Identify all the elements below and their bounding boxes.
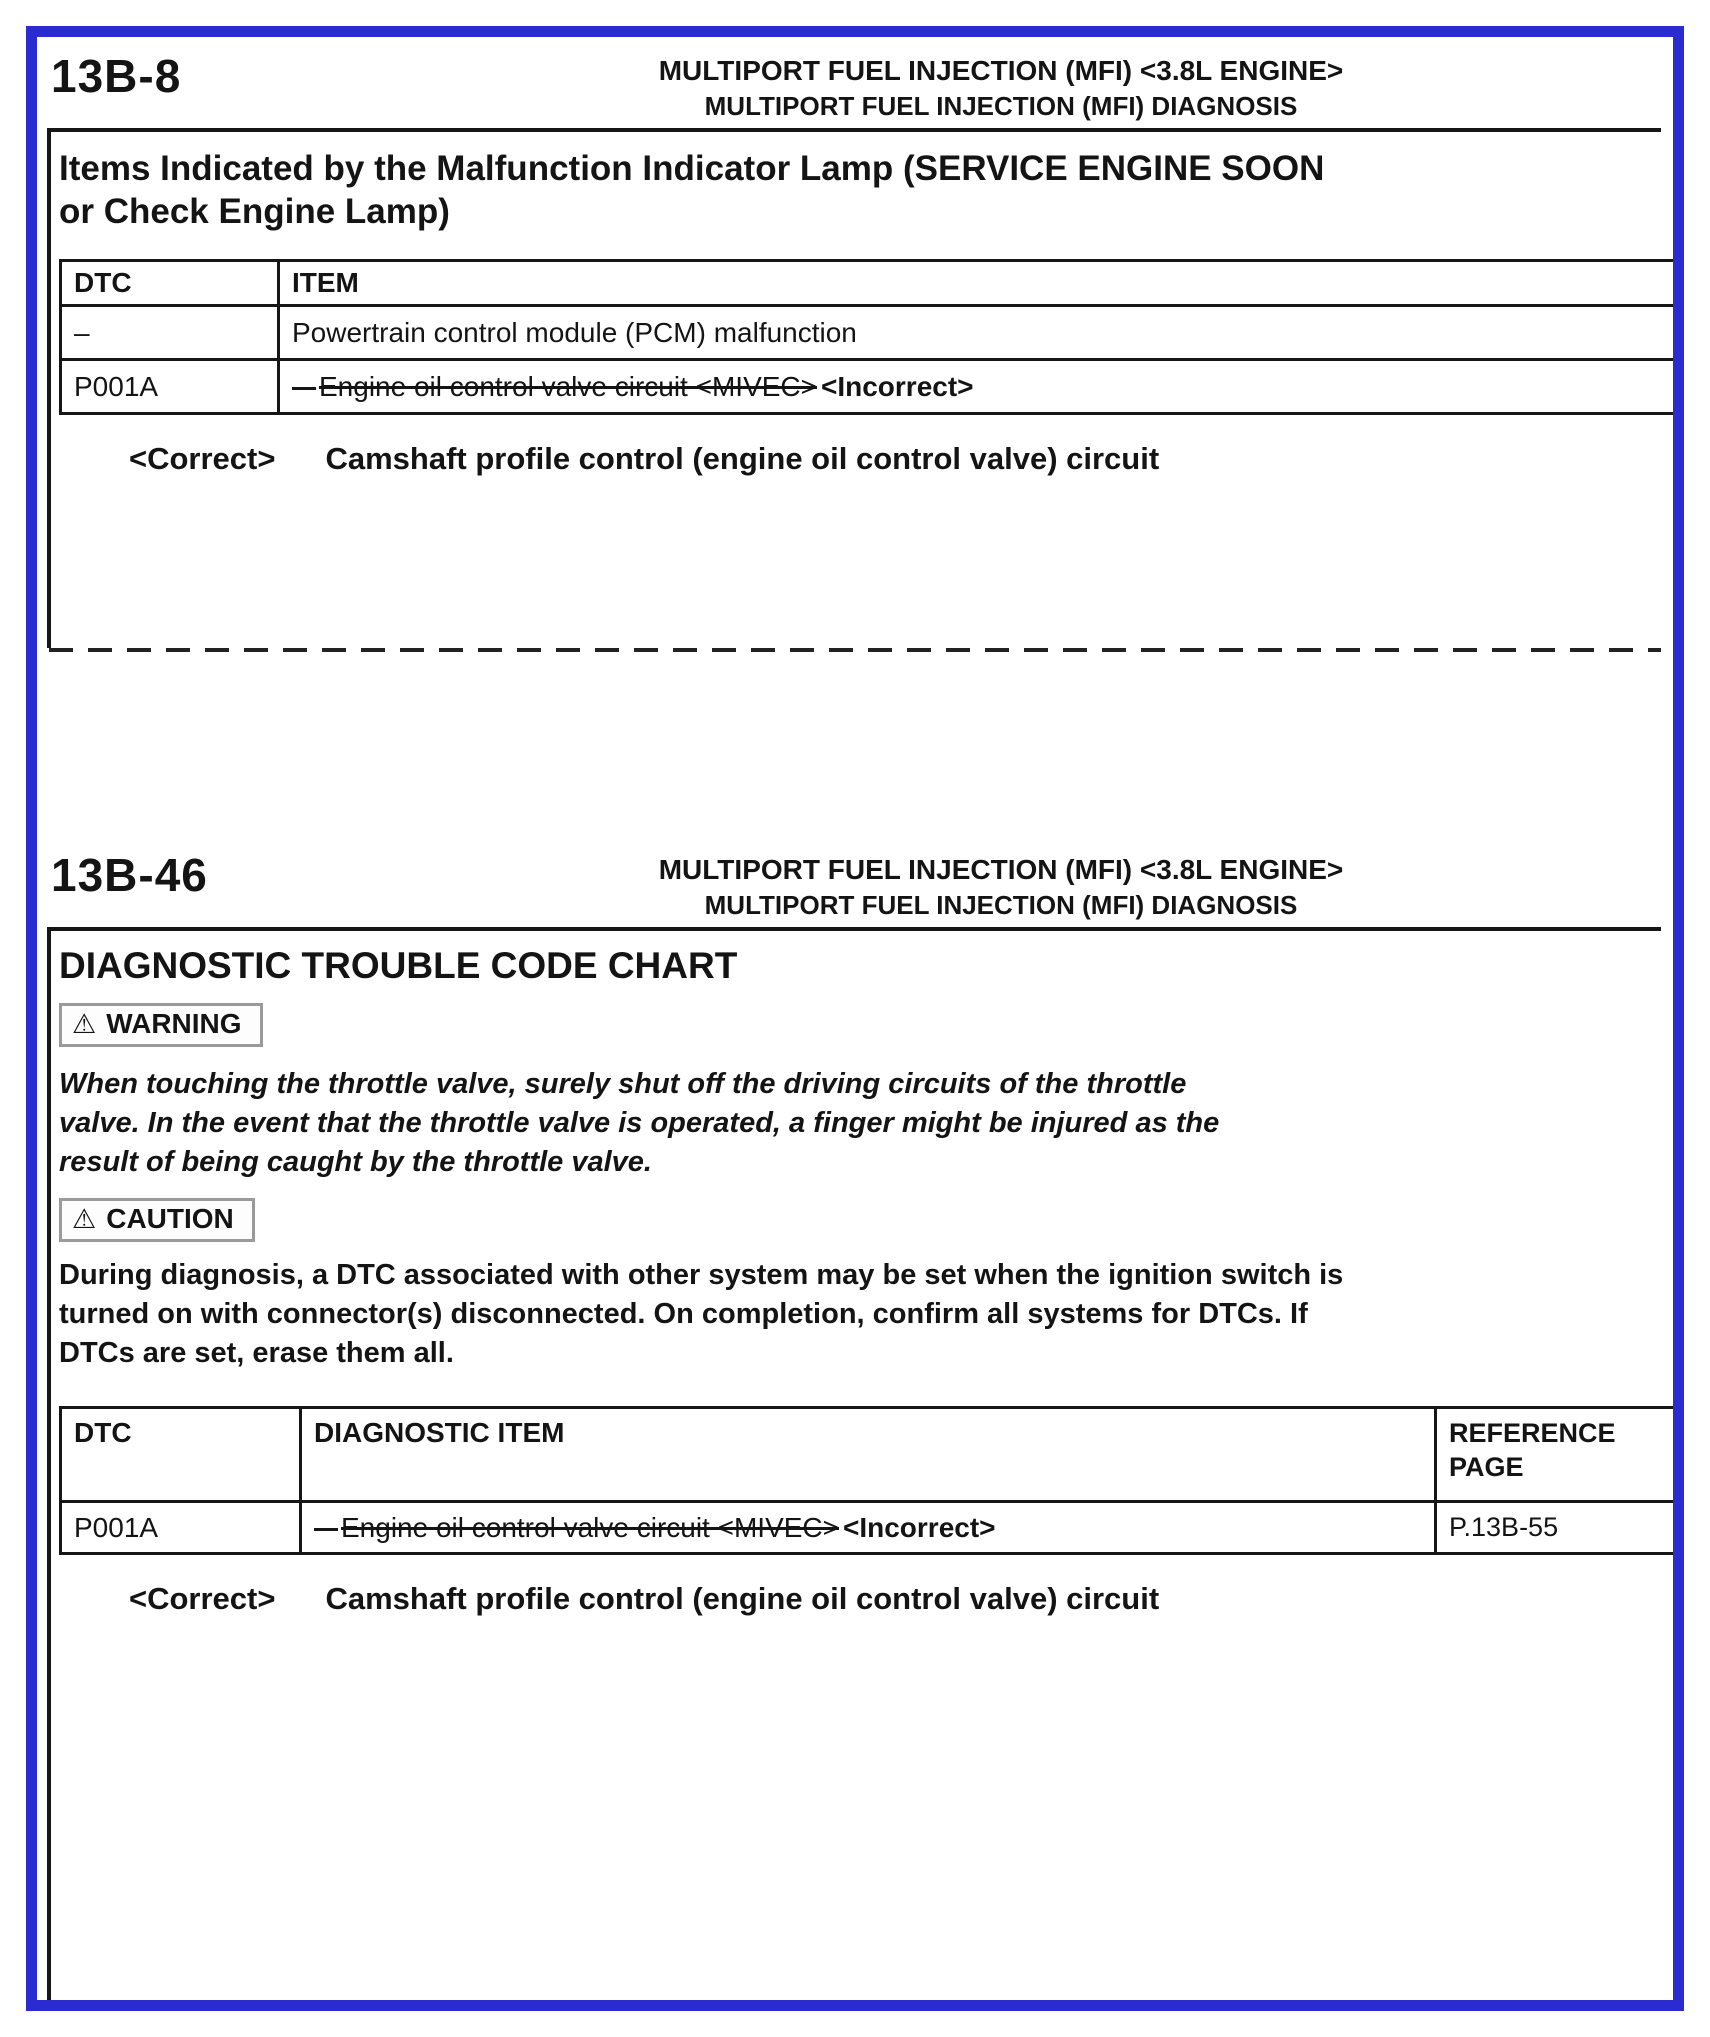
cell-dtc: P001A [61, 360, 279, 414]
column-header-dtc: DTC [61, 1408, 301, 1502]
table-header-row [61, 261, 1676, 306]
warning-icon: ⚠ [72, 1204, 97, 1235]
chapter-header [341, 49, 1661, 122]
cell-item: Powertrain control module (PCM) malfunction [279, 306, 1676, 360]
chapter-header [341, 848, 1661, 921]
page-number: 13B-46 [51, 849, 208, 901]
section2-content [47, 931, 1661, 2000]
correct-label: <Correct> [129, 441, 276, 477]
table-header-row [61, 1408, 1676, 1502]
cell-dtc: – [61, 306, 279, 360]
correction-line [129, 1581, 1661, 1617]
struck-item-text: Engine oil control valve circuit <MIVEC> [292, 371, 817, 402]
section1-header [47, 41, 1661, 128]
table-row [61, 306, 1676, 360]
cell-dtc: P001A [61, 1502, 301, 1554]
caution-label: CAUTION [106, 1203, 234, 1235]
cell-item [279, 360, 1676, 414]
chapter-title: MULTIPORT FUEL INJECTION (MFI) <3.8L ENGINE> [658, 55, 1344, 86]
column-header-diagnostic-item: DIAGNOSTIC ITEM [301, 1408, 1436, 1502]
mil-items-table [59, 259, 1677, 415]
chapter-title: MULTIPORT FUEL INJECTION (MFI) <3.8L ENGINE> [658, 854, 1344, 885]
table-row [61, 1502, 1676, 1554]
correction-line [129, 441, 1661, 477]
manual-page-frame [26, 26, 1684, 2011]
column-header-item: ITEM [279, 261, 1676, 306]
dtc-chart-table [59, 1406, 1677, 1555]
chapter-subtitle: MULTIPORT FUEL INJECTION (MFI) DIAGNOSIS [704, 890, 1298, 920]
warning-paragraph: When touching the throttle valve, surely shut off the driving circuits of the throttle valve. In the event that the throttle valve is operated, a finger might be injured as the result of being caught by the throttle valve. [59, 1068, 1220, 1179]
page-number: 13B-8 [51, 50, 182, 102]
table-row [61, 360, 1676, 414]
warning-label: WARNING [106, 1008, 242, 1039]
struck-item-text: Engine oil control valve circuit <MIVEC> [314, 1512, 839, 1543]
warning-box [59, 1003, 263, 1047]
caution-paragraph: During diagnosis, a DTC associated with other system may be set when the ignition switch is turned on with connector(s) disconnected. On completion, confirm all systems for DTCs. If DTCs are set, erase them all. [59, 1259, 1344, 1369]
warning-icon: ⚠ [72, 1009, 97, 1039]
cell-reference-page: P.13B-55 [1436, 1502, 1676, 1554]
caution-box [59, 1198, 255, 1242]
incorrect-annotation: <Incorrect> [843, 1511, 996, 1543]
correct-text: Camshaft profile control (engine oil control valve) circuit [325, 441, 1160, 477]
section2-header [47, 840, 1661, 927]
section-13b-8 [47, 41, 1661, 648]
section-13b-46 [47, 840, 1661, 2000]
column-header-reference-page: REFERENCE PAGE [1436, 1408, 1676, 1502]
incorrect-annotation: <Incorrect> [821, 370, 974, 402]
page-separator-dashed-line [49, 648, 1661, 652]
cell-item [301, 1502, 1436, 1554]
chapter-subtitle: MULTIPORT FUEL INJECTION (MFI) DIAGNOSIS [704, 91, 1298, 121]
column-header-dtc: DTC [61, 261, 279, 306]
section2-title: DIAGNOSTIC TROUBLE CODE CHART [59, 945, 738, 986]
section1-title: Items Indicated by the Malfunction Indicator Lamp (SERVICE ENGINE SOON or Check Engine Lamp) [59, 149, 1325, 231]
correct-text: Camshaft profile control (engine oil control valve) circuit [325, 1581, 1160, 1617]
section1-content [47, 132, 1661, 648]
correct-label: <Correct> [129, 1581, 276, 1617]
